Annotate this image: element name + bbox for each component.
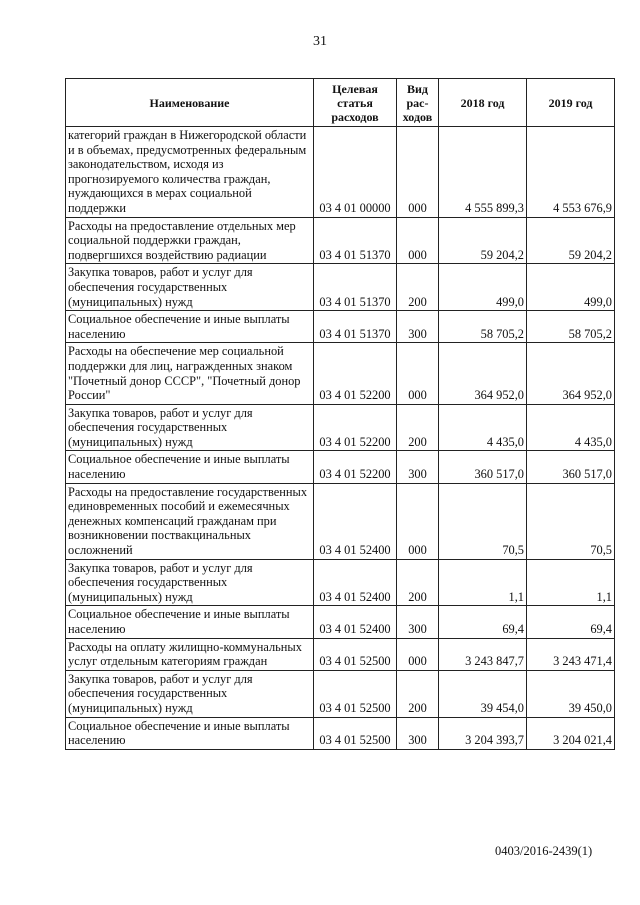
cell-target-article: 03 4 01 00000	[314, 127, 397, 218]
cell-amount-2019: 69,4	[527, 606, 615, 638]
cell-name: Закупка товаров, работ и услуг для обеспечения государственных (муниципальных) нужд	[66, 670, 314, 717]
cell-amount-2018: 360 517,0	[439, 451, 527, 483]
cell-name: Расходы на обеспечение мер социальной поддержки для лиц, награжденных знаком "Почетный донор СССР", "Почетный донор России"	[66, 343, 314, 404]
page-number: 31	[313, 34, 327, 49]
cell-name: Социальное обеспечение и иные выплаты населению	[66, 606, 314, 638]
header-year-2019: 2019 год	[527, 79, 615, 127]
cell-name: Закупка товаров, работ и услуг для обеспечения государственных (муниципальных) нужд	[66, 559, 314, 606]
cell-name: Расходы на оплату жилищно-коммунальных услуг отдельным категориям граждан	[66, 638, 314, 670]
cell-name: Закупка товаров, работ и услуг для обеспечения государственных (муниципальных) нужд	[66, 264, 314, 311]
cell-name: Социальное обеспечение и иные выплаты населению	[66, 311, 314, 343]
cell-amount-2019: 360 517,0	[527, 451, 615, 483]
cell-amount-2018: 3 204 393,7	[439, 717, 527, 749]
cell-amount-2018: 70,5	[439, 483, 527, 559]
cell-target-article: 03 4 01 51370	[314, 264, 397, 311]
cell-target-article: 03 4 01 52400	[314, 559, 397, 606]
cell-amount-2018: 58 705,2	[439, 311, 527, 343]
table-row	[66, 670, 615, 717]
document-number: 0403/2016-2439(1)	[495, 844, 593, 858]
cell-target-article: 03 4 01 52400	[314, 606, 397, 638]
cell-target-article: 03 4 01 52200	[314, 451, 397, 483]
cell-expense-kind: 000	[397, 483, 439, 559]
cell-amount-2019: 4 553 676,9	[527, 127, 615, 218]
cell-expense-kind: 000	[397, 217, 439, 264]
cell-expense-kind: 200	[397, 264, 439, 311]
table-row	[66, 404, 615, 451]
cell-amount-2018: 1,1	[439, 559, 527, 606]
budget-table	[65, 78, 615, 750]
cell-amount-2018: 499,0	[439, 264, 527, 311]
cell-amount-2018: 39 454,0	[439, 670, 527, 717]
cell-amount-2019: 58 705,2	[527, 311, 615, 343]
header-target-article: Целевая статья расходов	[314, 79, 397, 127]
cell-amount-2019: 39 450,0	[527, 670, 615, 717]
cell-amount-2019: 3 243 471,4	[527, 638, 615, 670]
cell-expense-kind: 300	[397, 717, 439, 749]
cell-expense-kind: 200	[397, 559, 439, 606]
table-header-row	[66, 79, 615, 127]
table-row	[66, 606, 615, 638]
cell-target-article: 03 4 01 52500	[314, 670, 397, 717]
header-expense-kind: Вид рас-ходов	[397, 79, 439, 127]
cell-amount-2018: 4 435,0	[439, 404, 527, 451]
table-row	[66, 483, 615, 559]
cell-name: категорий граждан в Нижегородской области и в объемах, предусмотренных федеральным законодательством, исходя из прогнозируемого количества граждан, нуждающихся в мерах социальной поддержки	[66, 127, 314, 218]
table-row	[66, 127, 615, 218]
table-row	[66, 559, 615, 606]
cell-amount-2019: 3 204 021,4	[527, 717, 615, 749]
cell-target-article: 03 4 01 51370	[314, 217, 397, 264]
cell-amount-2019: 499,0	[527, 264, 615, 311]
cell-name: Расходы на предоставление государственных единовременных пособий и ежемесячных денежных компенсаций гражданам при возникновении поствакцинальных осложнений	[66, 483, 314, 559]
cell-amount-2019: 59 204,2	[527, 217, 615, 264]
header-year-2018: 2018 год	[439, 79, 527, 127]
cell-target-article: 03 4 01 51370	[314, 311, 397, 343]
cell-amount-2018: 3 243 847,7	[439, 638, 527, 670]
cell-target-article: 03 4 01 52200	[314, 343, 397, 404]
cell-target-article: 03 4 01 52500	[314, 638, 397, 670]
table-row	[66, 311, 615, 343]
cell-expense-kind: 200	[397, 404, 439, 451]
table-body	[66, 127, 615, 750]
table-row	[66, 264, 615, 311]
cell-name: Социальное обеспечение и иные выплаты населению	[66, 717, 314, 749]
cell-expense-kind: 200	[397, 670, 439, 717]
table-row	[66, 343, 615, 404]
cell-target-article: 03 4 01 52400	[314, 483, 397, 559]
cell-name: Расходы на предоставление отдельных мер социальной поддержки граждан, подвергшихся воздействию радиации	[66, 217, 314, 264]
cell-amount-2018: 69,4	[439, 606, 527, 638]
header-name: Наименование	[66, 79, 314, 127]
cell-amount-2019: 1,1	[527, 559, 615, 606]
cell-expense-kind: 300	[397, 451, 439, 483]
cell-amount-2019: 364 952,0	[527, 343, 615, 404]
cell-amount-2018: 364 952,0	[439, 343, 527, 404]
cell-amount-2018: 4 555 899,3	[439, 127, 527, 218]
table-row	[66, 217, 615, 264]
cell-amount-2019: 70,5	[527, 483, 615, 559]
cell-expense-kind: 300	[397, 606, 439, 638]
cell-amount-2018: 59 204,2	[439, 217, 527, 264]
cell-name: Закупка товаров, работ и услуг для обеспечения государственных (муниципальных) нужд	[66, 404, 314, 451]
cell-expense-kind: 000	[397, 127, 439, 218]
cell-expense-kind: 000	[397, 638, 439, 670]
cell-expense-kind: 300	[397, 311, 439, 343]
table-row	[66, 717, 615, 749]
table-row	[66, 638, 615, 670]
table-row	[66, 451, 615, 483]
cell-target-article: 03 4 01 52200	[314, 404, 397, 451]
cell-target-article: 03 4 01 52500	[314, 717, 397, 749]
cell-amount-2019: 4 435,0	[527, 404, 615, 451]
cell-name: Социальное обеспечение и иные выплаты населению	[66, 451, 314, 483]
cell-expense-kind: 000	[397, 343, 439, 404]
